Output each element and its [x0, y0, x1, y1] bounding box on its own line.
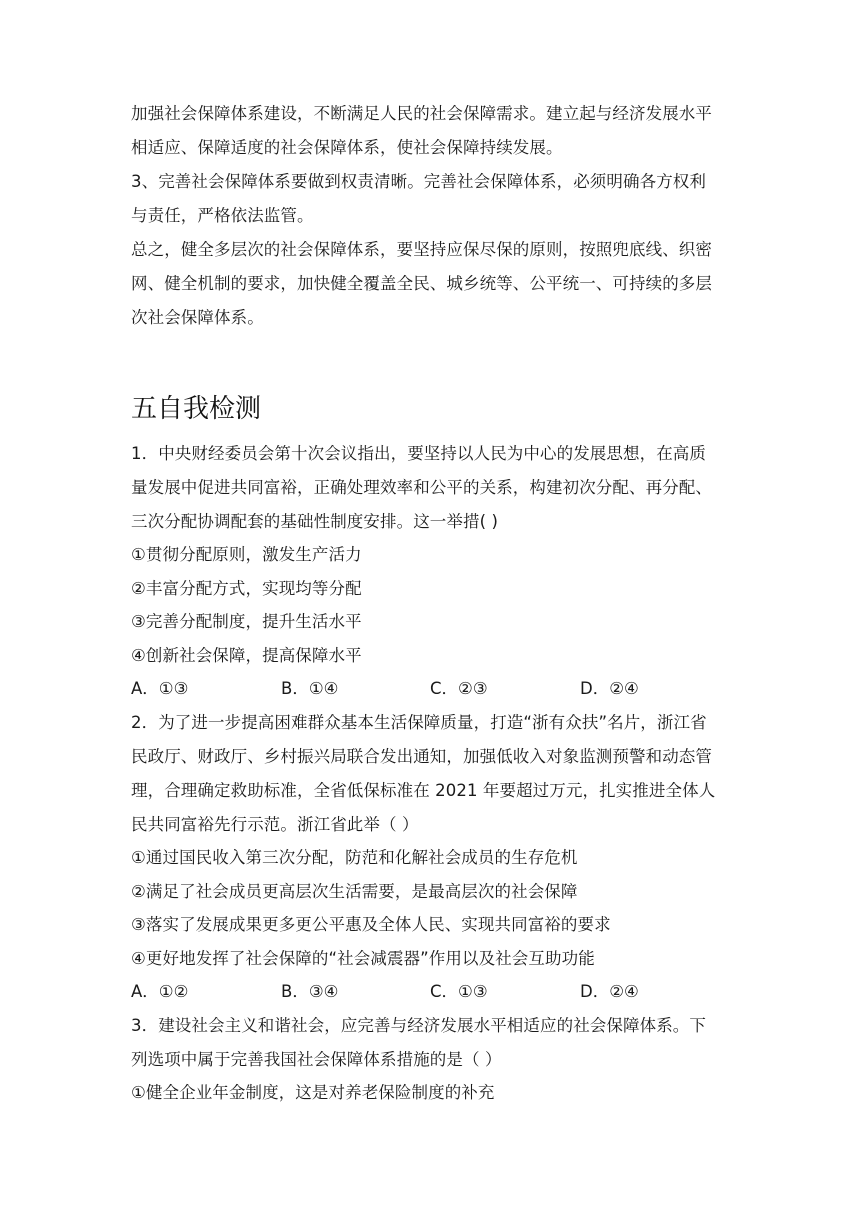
question-3-stem: 3．建设社会主义和谐社会，应完善与经济发展水平相适应的社会保障体系。下 [131, 1016, 706, 1035]
intro-line: 网、健全机制的要求，加快健全覆盖全民、城乡统等、公平统一、可持续的多层 [131, 274, 712, 293]
question-2-item: ③落实了发展成果更多更公平惠及全体人民、实现共同富裕的要求 [131, 915, 611, 934]
question-1-stem: 1．中央财经委员会第十次会议指出，要坚持以人民为中心的发展思想，在高质 [131, 444, 706, 463]
option-d[interactable]: D．②④ [580, 982, 639, 1001]
question-2-stem: 民共同富裕先行示范。浙江省此举（ ） [131, 815, 419, 834]
option-b[interactable]: B．①④ [281, 679, 339, 698]
question-1-stem: 量发展中促进共同富裕，正确处理效率和公平的关系，构建初次分配、再分配、 [131, 478, 712, 497]
question-2-stem: 理，合理确定救助标准，全省低保标准在 2021 年要超过万元，扎实推进全体人 [131, 781, 716, 800]
question-1-item: ②丰富分配方式，实现均等分配 [131, 579, 362, 598]
question-1-options [131, 677, 731, 701]
question-1-item: ④创新社会保障，提高保障水平 [131, 646, 362, 665]
intro-line: 3、完善社会保障体系要做到权责清晰。完善社会保障体系，必须明确各方权利 [131, 172, 706, 191]
question-2-stem: 2．为了进一步提高困难群众基本生活保障质量，打造“浙有众扶”名片，浙江省 [131, 713, 707, 732]
question-2-stem: 民政厅、财政厅、乡村振兴局联合发出通知，加强低收入对象监测预警和动态管 [131, 747, 712, 766]
option-d[interactable]: D．②④ [580, 679, 639, 698]
intro-line: 加强社会保障体系建设，不断满足人民的社会保障需求。建立起与经济发展水平 [131, 104, 712, 123]
question-3-item: ①健全企业年金制度，这是对养老保险制度的补充 [131, 1083, 495, 1102]
question-1-item: ③完善分配制度，提升生活水平 [131, 612, 362, 631]
intro-line: 相适应、保障适度的社会保障体系，使社会保障持续发展。 [131, 138, 563, 157]
intro-line: 总之，健全多层次的社会保障体系，要坚持应保尽保的原则，按照兜底线、织密 [131, 240, 712, 259]
option-b[interactable]: B．③④ [281, 982, 339, 1001]
question-2-options [131, 980, 731, 1004]
intro-line: 与责任，严格依法监管。 [131, 206, 314, 225]
question-3-stem: 列选项中属于完善我国社会保障体系措施的是（ ） [131, 1050, 502, 1069]
question-2-item: ①通过国民收入第三次分配，防范和化解社会成员的生存危机 [131, 848, 578, 867]
option-c[interactable]: C．②③ [430, 679, 488, 698]
intro-line: 次社会保障体系。 [131, 308, 264, 327]
section-title: 五自我检测 [131, 394, 262, 424]
question-1-stem: 三次分配协调配套的基础性制度安排。这一举措( ) [131, 512, 499, 531]
option-c[interactable]: C．①③ [430, 982, 488, 1001]
question-2-item: ④更好地发挥了社会保障的“社会减震器”作用以及社会互助功能 [131, 949, 595, 968]
option-a[interactable]: A．①② [131, 982, 189, 1001]
question-1-item: ①贯彻分配原则，激发生产活力 [131, 545, 362, 564]
question-2-item: ②满足了社会成员更高层次生活需要，是最高层次的社会保障 [131, 882, 578, 901]
option-a[interactable]: A．①③ [131, 679, 189, 698]
